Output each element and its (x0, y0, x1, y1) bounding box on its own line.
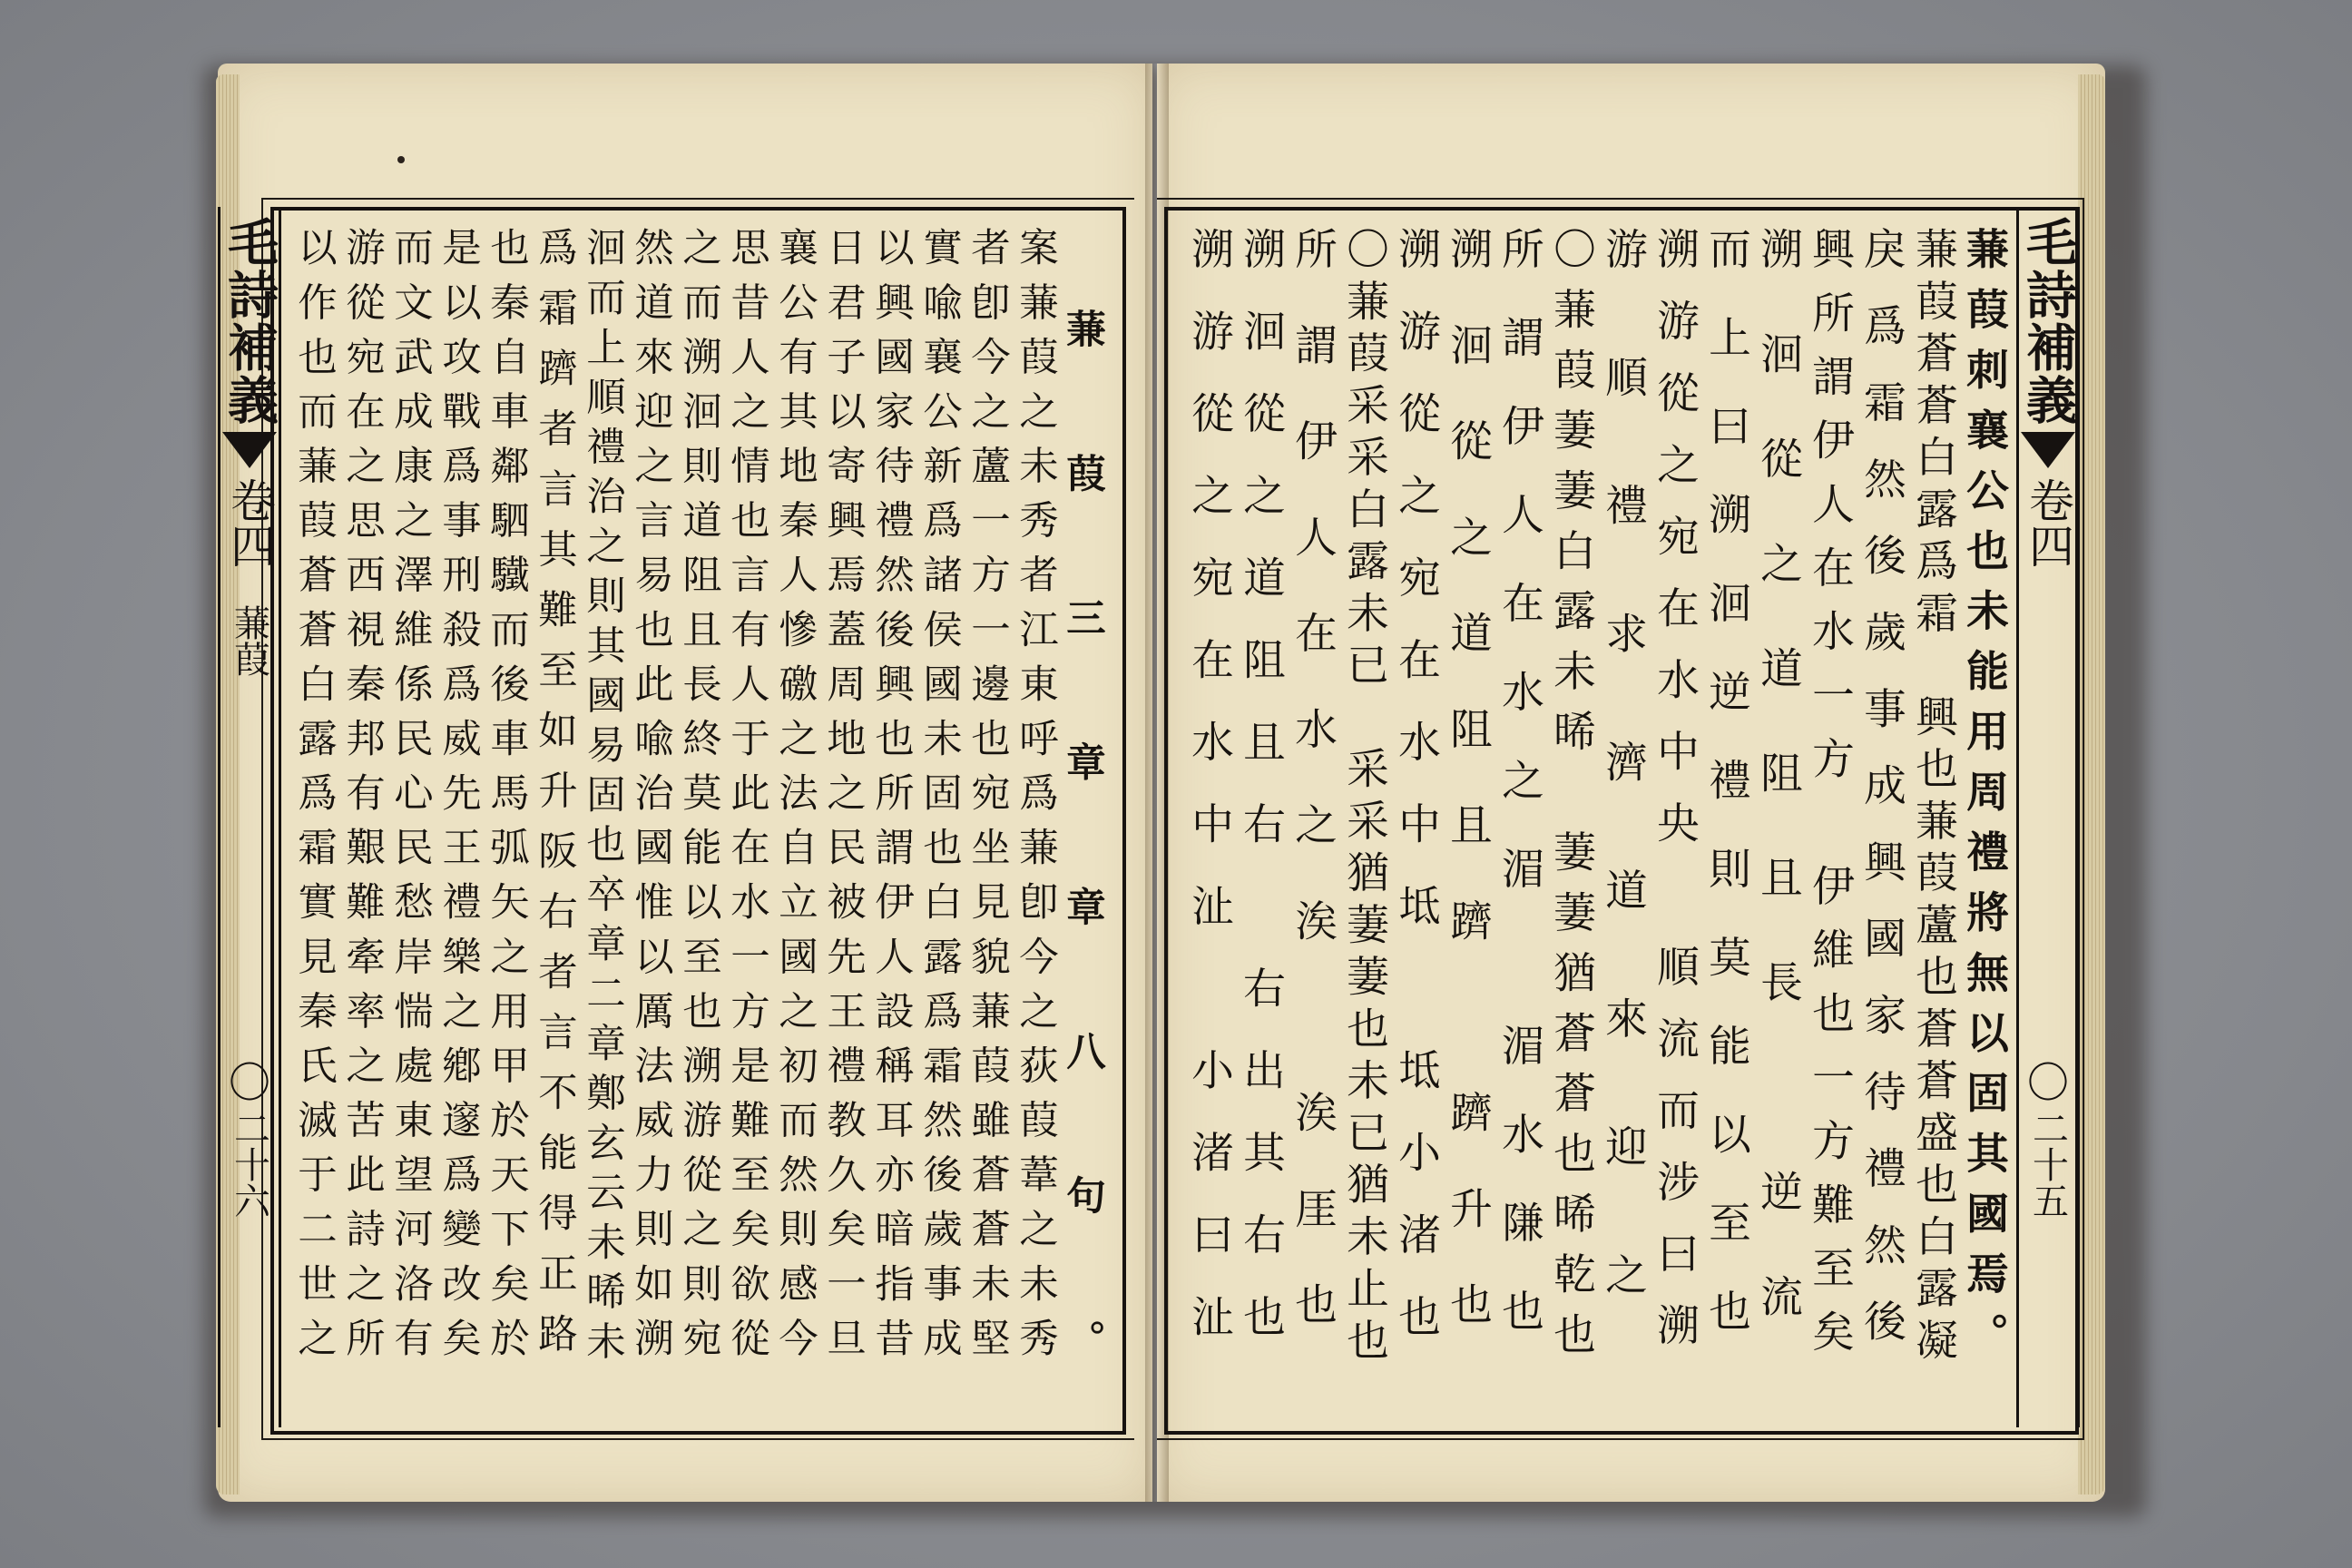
text-column: 案蒹葭之未秀者江東呼爲蒹卽今之荻葭葦之未秀 (1013, 227, 1058, 1372)
text-column: 襄公有其地秦人慘礉之法自立國之初而然則感今 (772, 227, 818, 1372)
text-column: 洄而上順禮治之則其國易固也卒章二章鄭玄云未晞未 (580, 227, 625, 1371)
text-column: 興所謂伊人在水一方 伊維也一方難至矣 (1805, 227, 1854, 1374)
volume-label: 卷四 (223, 477, 276, 568)
text-column: 溯游從之宛在水中沚 小渚曰沚 (1184, 227, 1233, 1377)
text-column: 思昔人之情也言有人于此在水一方是難至矣欲從 (724, 227, 769, 1372)
section-heading: 蒹葭三章章八句。 (1060, 309, 1106, 1465)
text-column: 〇蒹葭萋萋白露未晞 萋萋猶蒼蒼也晞乾也 (1546, 227, 1595, 1373)
text-column: 所謂伊人在水之湄 湄水隒也 (1494, 227, 1544, 1377)
fish-tail-mark-icon-right (2021, 432, 2075, 468)
text-column: 者卽今之蘆一方一邊也宛坐見貌蒹葭雖蒼蒼未堅 (965, 227, 1010, 1372)
text-column: 溯洄從之道阻且躋 躋升也 (1443, 227, 1492, 1378)
text-column: 游從宛在之思西視秦邦有艱難牽率之苦此詩之所 (339, 227, 385, 1372)
text-column: 溯洄從之道阻且右 右出其右也 (1236, 227, 1285, 1377)
text-column: 以作也而蒹葭蒼蒼白露爲霜實見秦氏滅于二世之 (291, 227, 337, 1372)
text-column: 實喩襄公新爲諸侯國未固也白露爲霜然後歲事成 (916, 227, 962, 1372)
text-column: 之而溯洄則道阻且長終莫能以至也溯游從之則宛 (676, 227, 721, 1372)
text-column: 日君子以寄興焉蓋周地之民被先王禮教久矣一旦 (820, 227, 866, 1372)
left-page-text (281, 227, 1107, 1465)
text-column: 爲霜躋者言其難至如升阪右者言不能得正路 (532, 227, 577, 1374)
text-column: 然道來迎之言易也此喩治國惟以厲法威力則如溯 (628, 227, 673, 1372)
ink-dot (397, 156, 405, 163)
text-column: 所謂伊人在水之涘 涘厓也 (1288, 227, 1337, 1378)
left-folio-number: 二十六 (228, 1110, 270, 1219)
fish-tail-mark-icon (222, 432, 277, 468)
text-column: 游順禮求濟道來迎之 (1598, 227, 1647, 1381)
text-column: 溯游從之宛在水中央 順流而涉曰溯 (1650, 227, 1699, 1376)
folio-mark: 〇 (229, 1058, 270, 1107)
text-column: 而上曰溯洄逆禮則莫能以至也 (1701, 227, 1750, 1377)
text-column: 而文武成康之澤維係民心民愁岸惴處東望河洛有 (387, 227, 433, 1372)
right-folio-number: 二十五 (2026, 1110, 2069, 1219)
right-page-text (1180, 227, 2010, 1406)
chapter-tag: 蒹葭 (228, 604, 270, 677)
running-title: 毛詩補義 (220, 216, 279, 426)
folio-mark-right: 〇 (2027, 1058, 2069, 1107)
text-column: 溯游從之宛在水中坻 坻小渚也 (1391, 227, 1440, 1377)
text-column: 溯洄從之道阻且長 逆流 (1753, 227, 1802, 1379)
text-column: 〇蒹葭采采白露未已 采采猶萋萋也未已猶未止也 (1339, 227, 1388, 1370)
text-column: 以興國家待禮然後興也所謂伊人設稱耳亦暗指昔 (868, 227, 914, 1372)
text-column: 也秦自車鄰駟驖而後車馬弧矢之用甲於天下矣於 (484, 227, 529, 1372)
right-fold-column (2016, 207, 2080, 1427)
text-column: 是以攻戰爲事刑殺爲威先王禮樂之鄕邃爲變改矣 (436, 227, 481, 1372)
volume-label-right: 卷四 (2022, 477, 2074, 568)
left-fold-column (218, 207, 281, 1427)
text-column: 蒹葭刺襄公也未能用周禮將無以固其國焉。 (1959, 227, 2009, 1373)
running-title-right: 毛詩補義 (2018, 216, 2078, 426)
text-column: 戾爲霜然後歲事成興國家待禮然後 (1857, 227, 1906, 1376)
text-column: 蒹葭蒼蒼白露爲霜 興也蒹葭蘆也蒼蒼盛也白露凝 (1908, 227, 1957, 1370)
